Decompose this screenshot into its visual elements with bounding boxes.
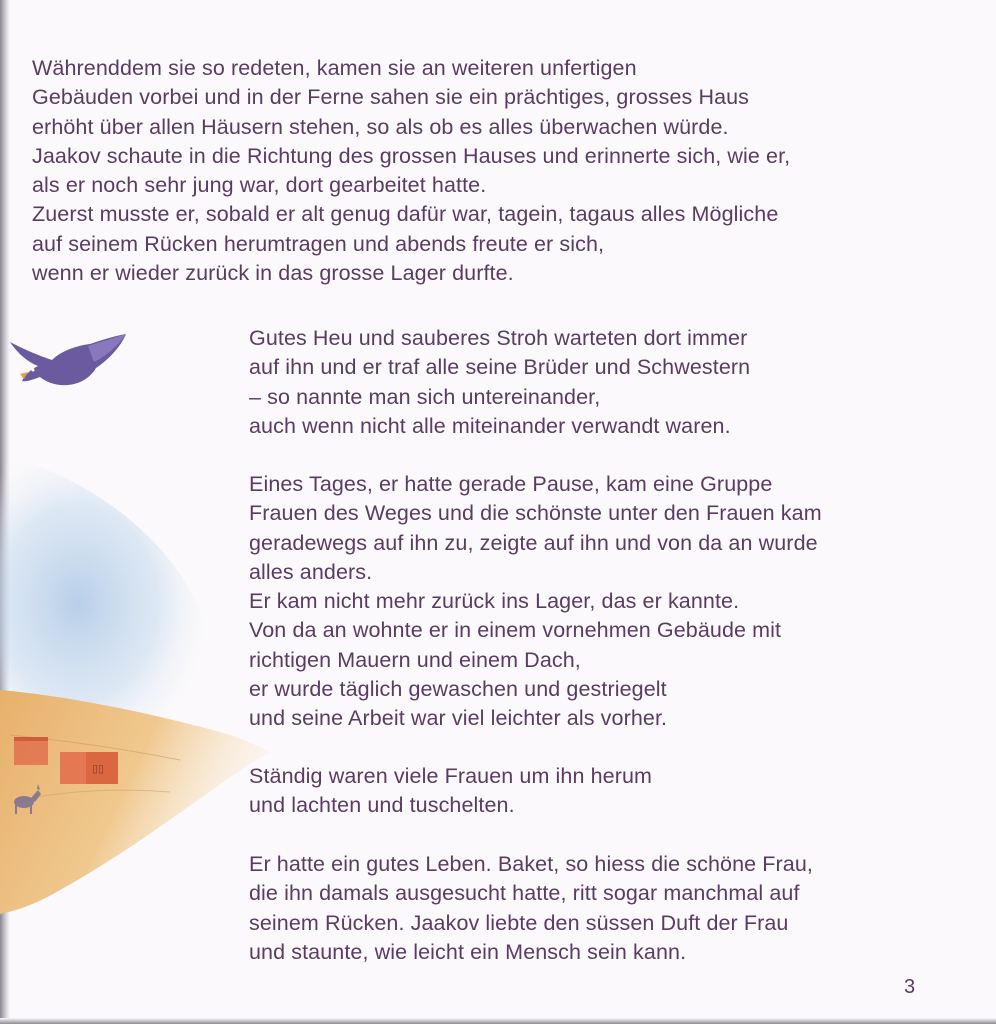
intro-paragraph <box>32 54 790 288</box>
text-line: er wurde täglich gewaschen und gestriegelt <box>249 677 667 702</box>
paragraph-one-day <box>249 470 822 734</box>
sky-wash <box>0 455 222 725</box>
text-line: Währenddem sie so redeten, kamen sie an weiteren unfertigen <box>32 56 637 80</box>
svg-text:▯▯: ▯▯ <box>92 763 105 775</box>
text-line: Gebäuden vorbei und in der Ferne sahen sie ein prächtiges, grosses Haus <box>32 85 750 110</box>
paragraph-hay-and-straw <box>249 324 750 441</box>
text-line: Er kam nicht mehr zurück ins Lager, das er kannte. <box>249 589 740 614</box>
text-line: geradewegs auf ihn zu, zeigte auf ihn und von da an wurde <box>249 530 818 555</box>
sand-hill <box>0 690 270 914</box>
text-line: – so nannte man sich untereinander, <box>249 384 601 409</box>
text-line: richtigen Mauern und einem Dach, <box>249 647 581 672</box>
text-line: auch wenn nicht alle miteinander verwandt waren. <box>249 413 731 438</box>
text-line: Frauen des Weges und die schönste unter den Frauen kam <box>249 501 822 526</box>
text-line: und staunte, wie leicht ein Mensch sein kann. <box>249 939 687 964</box>
text-line: die ihn damals ausgesucht hatte, ritt sogar manchmal auf <box>249 881 800 906</box>
text-line: Eines Tages, er hatte gerade Pause, kam eine Gruppe <box>249 472 773 496</box>
text-line: Er hatte ein gutes Leben. Baket, so hiess die schöne Frau, <box>249 852 813 876</box>
paragraph-women-around <box>249 762 652 821</box>
text-line: alles anders. <box>249 559 373 584</box>
text-line: und lachten und tuschelten. <box>249 793 515 818</box>
text-line: Jaakov schaute in die Richtung des grossen Hauses und erinnerte sich, wie er, <box>32 143 791 168</box>
text-line: Gutes Heu und sauberes Stroh warteten dort immer <box>249 326 748 350</box>
text-line: auf seinem Rücken herumtragen und abends freute er sich, <box>32 231 605 256</box>
page-number: 3 <box>904 976 916 998</box>
text-line: und seine Arbeit war viel leichter als vorher. <box>249 706 668 731</box>
bird-icon <box>10 334 126 385</box>
paragraph-good-life <box>249 850 813 967</box>
text-line: Von da an wohnte er in einem vornehmen Gebäude mit <box>249 618 782 643</box>
text-line: erhöht über allen Häusern stehen, so als ob es alles überwachen würde. <box>32 114 729 139</box>
text-line: wenn er wieder zurück in das grosse Lager durfte. <box>32 261 514 286</box>
text-line: Zuerst musste er, sobald er alt genug dafür war, tagein, tagaus alles Mögliche <box>32 202 779 227</box>
text-line: auf ihn und er traf alle seine Brüder und Schwestern <box>249 355 751 380</box>
text-line: als er noch sehr jung war, dort gearbeitet hatte. <box>32 173 487 198</box>
text-line: Ständig waren viele Frauen um ihn herum <box>249 764 653 788</box>
text-line: seinem Rücken. Jaakov liebte den süssen Duft der Frau <box>249 910 789 935</box>
page-bottom-edge <box>0 1018 996 1024</box>
